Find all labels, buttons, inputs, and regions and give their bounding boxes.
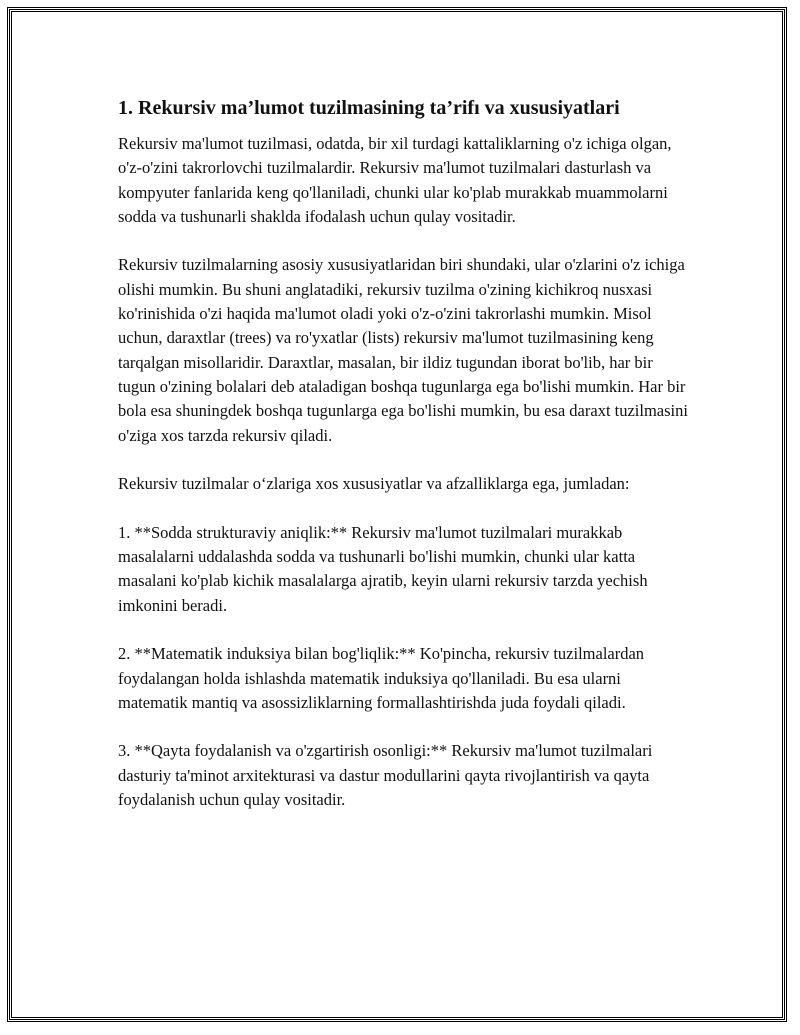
document-body	[118, 96, 688, 837]
paragraph-advantages-intro: Rekursiv tuzilmalar o‘zlariga xos xususiyatlar va afzalliklarga ega, jumladan:	[118, 474, 630, 494]
paragraph-properties: Rekursiv tuzilmalarning asosiy xususiyatlaridan biri shundaki, ular o'zlarini o'z ichiga olishi mumkin. Bu shuni anglatadiki, rekursiv tuzilma o'zining kichikroq nusxasi ko'rinishida o'zi haqida ma'lumot oladi yoki o'z-o'zini takrorlashi mumkin. Misol uchun, daraxtlar (trees) va ro'yxatlar (lists) rekursiv ma'lumot tuzilmasining keng tarqalgan misollaridir. Daraxtlar, masalan, bir ildiz tugundan iborat bo'lib, har bir tugun o'zining bolalari deb ataladigan boshqa tugunlarga ega bo'lishi mumkin. Har bir bola esa shuningdek boshqa tugunlarga ega bo'lishi mumkin, bu esa daraxt tuzilmasini o'ziga xos tarzda rekursiv qiladi.	[118, 255, 688, 445]
section-heading: 1. Rekursiv ma’lumot tuzilmasining ta’rifı va xususiyatlari	[118, 97, 620, 119]
list-item-induction: 2. **Matematik induksiya bilan bog'liqlik:** Ko'pincha, rekursiv tuzilmalardan foydalangan holda ishlashda matematik induksiya qo'llaniladi. Bu esa ularni matematik mantiq va asossizliklarning formallashtirishda juda foydali qiladi.	[118, 644, 645, 712]
list-item-simplicity: 1. **Sodda strukturaviy aniqlik:** Rekursiv ma'lumot tuzilmalari murakkab masalalarni uddalashda sodda va tushunarli bo'lishi mumkin, chunki ular katta masalani ko'plab kichik masalalarga ajratib, keyin ularni rekursiv tarzda yechish imkonini beradi.	[118, 522, 648, 615]
list-item-reuse: 3. **Qayta foydalanish va o'zgartirish osonligi:** Rekursiv ma'lumot tuzilmalari dasturiy ta'minot arxitekturasi va dastur modullarini qayta rivojlantirish va qayta foydalanish uchun qulay vositadir.	[118, 741, 653, 810]
paragraph-definition: Rekursiv ma'lumot tuzilmasi, odatda, bir xil turdagi kattaliklarning o'z ichiga olgan, o'z-o'zini takrorlovchi tuzilmalardir. Rekursiv ma'lumot tuzilmalari dasturlash va kompyuter fanlarida keng qo'llaniladi, chunki ular ko'plab murakkab muammolarni sodda va tushunarli shaklda ifodalash uchun qulay vositadir.	[118, 134, 672, 226]
